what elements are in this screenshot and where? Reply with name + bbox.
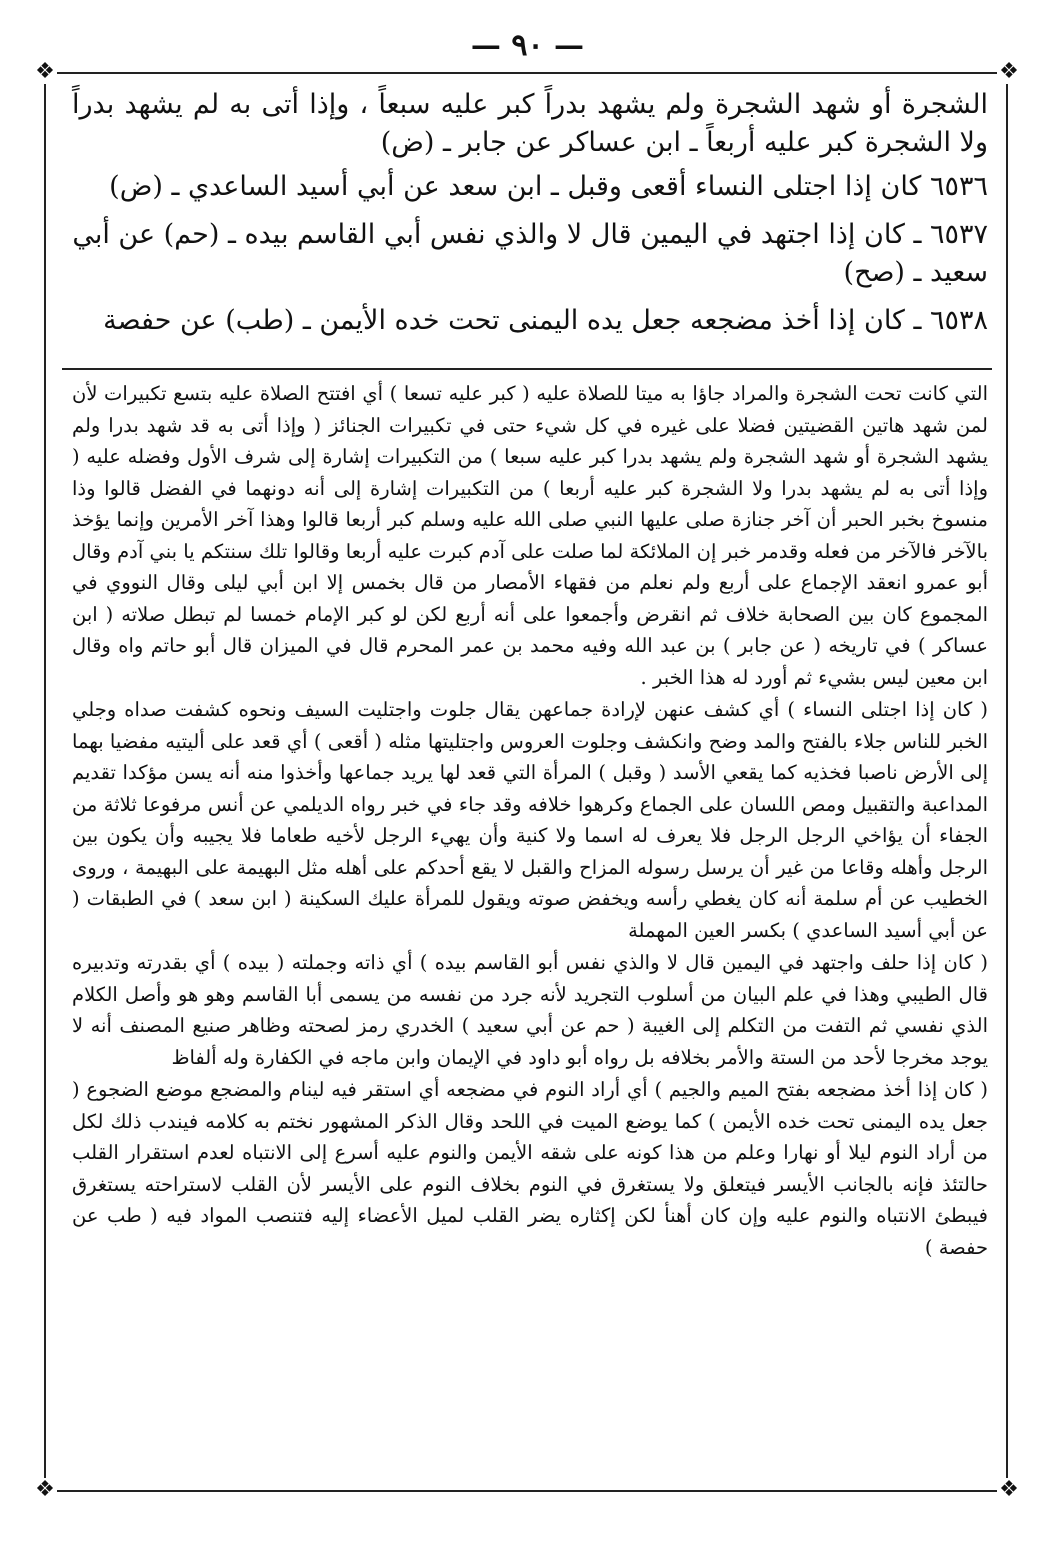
commentary-separator [62, 368, 992, 370]
commentary [72, 378, 988, 1264]
floral-ornament-icon: ❖ [33, 1478, 57, 1502]
hadith-entry: ٦٥٣٨ ـ كان إذا أخذ مضجعه جعل يده اليمنى تحت خده الأيمن ـ (طب) عن حفصة [103, 305, 988, 336]
main-text [72, 86, 988, 350]
commentary-paragraph: ( كان إذا اجتلى النساء ) أي كشف عنهن لإرادة جماعهن يقال جلوت واجتليت السيف ونحوه كشفت صداه وجلي الخبر للناس جلاء بالفتح والمد وضح وانكشف وجلوت العروس واجتليتها مثله ( أقعى ) أي قعد على أليتيه مفضيا بهما إلى الأرض ناصبا فخذيه كما يقعي الأسد ( وقبل ) المرأة التي قعد لها يريد جماعها وأخذوا منه أنه يسن مؤكدا تقديم المداعبة والتقبيل ومص اللسان على الجماع وكرهوا خلافه وقد جاء في خبر رواه الديلمي عن أنس مرفوعا ثلاثة من الجفاء أن يؤاخي الرجل الرجل فلا يعرف له اسما ولا كنية وأن يهيء الرجل لأخيه طعاما فلا يجيبه وأن يكون بين الرجل وأهله وقاعا من غير أن يرسل رسوله المزاح والقبل لا يقع أحدكم على أهله مثل البهيمة على البهيمة ، وروى الخطيب عن أم سلمة أنه كان يغطي رأسه ويخفض صوته ويقول للمرأة عليك السكينة ( ابن سعد ) في الطبقات ( عن أبي أسيد الساعدي ) بكسر العين المهملة [72, 698, 988, 942]
commentary-paragraph: ( كان إذا حلف واجتهد في اليمين قال لا والذي نفس أبو القاسم بيده ) أي ذاته وجملته ( بيده ) أي بقدرته وتدبيره قال الطيبي وهذا في علم البيان من أسلوب التجريد لأنه جرد من نفسه من يسمى أبا القاسم وهو هو وأصل الكلام الذي نفسي ثم التفت من التكلم إلى الغيبة ( حم عن أبي سعيد ) الخدري رمز لصحته وظاهر صنيع المصنف أنه لا يوجد مخرجا لأحد من الستة والأمر بخلافه بل رواه أبو داود في الإيمان وابن ماجه في الكفارة وله ألفاظ [72, 951, 988, 1069]
floral-ornament-icon: ❖ [997, 1478, 1021, 1502]
hadith-entry: ٦٥٣٧ ـ كان إذا اجتهد في اليمين قال لا والذي نفس أبي القاسم بيده ـ (حم) عن أبي سعيد ـ (صح) [72, 219, 988, 288]
commentary-paragraph: التي كانت تحت الشجرة والمراد جاؤا به ميتا للصلاة عليه ( كبر عليه تسعا ) أي افتتح الصلاة عليه بتسع تكبيرات لأن لمن شهد هاتين القضيتين فضلا على غيره في كل شيء حتى في تكبيرات الجنائز ( وإذا أتى به قد شهد بدرا ولم يشهد الشجرة أو شهد الشجرة ولم يشهد بدرا كبر عليه سبعا ) من التكبيرات إشارة إلى شرف الأول وفضله عليه ( وإذا أتى به لم يشهد بدرا ولا الشجرة كبر عليه أربعا ) من التكبيرات إشارة إلى أنه دونهما في الفضل قالوا وذا منسوخ بخبر الحبر أن آخر جنازة صلى عليها النبي صلى الله عليه وسلم كبر أربعا قالوا وهذا آخر الأمرين وإنما يؤخذ بالآخر فالآخر من فعله وقدمر خبر إن الملائكة لما صلت على آدم كبرت عليه أربعا وقالوا تلك سنتكم يا بني آدم وقال أبو عمرو انعقد الإجماع على أربع ولم نعلم من فقهاء الأمصار من قال بخمس إلا ابن أبي ليلى وقال النووي في المجموع كان بين الصحابة خلاف ثم انقرض وأجمعوا على أنه أربع لكن لو كبر الإمام خمسا لم تبطل صلاته ( ابن عساكر ) في تاريخه ( عن جابر ) بن عبد الله وفيه محمد بن عمر المحرم قال في الميزان قال أبو حاتم واه وقال ابن معين ليس بشيء ثم أورد له هذا الخبر . [72, 382, 989, 689]
frame-bottom-rule [44, 1490, 1008, 1492]
page-number: — ٩٠ — [470, 28, 585, 63]
floral-ornament-icon: ❖ [997, 60, 1021, 84]
commentary-paragraph: ( كان إذا أخذ مضجعه بفتح الميم والجيم ) أي أراد النوم في مضجعه أي استقر فيه لينام والمضجع موضع الضجوع ( جعل يده اليمنى تحت خده الأيمن ) كما يوضع الميت في اللحد وقال الذكر المشهور نختم به كلامه فيندب ذلك لكل من أراد النوم ليلا أو نهارا وعلم من هذا كونه على شقه الأيمن والنوم عليه أسرع إلى الانتباه لعدم استقرار القلب حالتئذ فإنه بالجانب الأيسر فيتعلق ولا يستغرق في النوم بخلاف النوم على الأيسر لأن القلب لاستراحته يستغرق فيبطئ الانتباه والنوم عليه وإن كان أهنأ لكن إكثاره يضر القلب لميل الأعضاء إليه فتنصب المواد فيه ( طب عن حفصة ) [72, 1078, 988, 1259]
hadith-entry: ٦٥٣٦ كان إذا اجتلى النساء أقعى وقبل ـ ابن سعد عن أبي أسيد الساعدي ـ (ض) [109, 171, 988, 202]
main-continuation: الشجرة أو شهد الشجرة ولم يشهد بدراً كبر عليه سبعاً ، وإذا أتى به لم يشهد بدراً ولا الشجرة كبر عليه أربعاً ـ ابن عساكر عن جابر ـ (ض) [72, 89, 988, 158]
floral-ornament-icon: ❖ [33, 60, 57, 84]
frame-top-rule [44, 72, 1008, 74]
